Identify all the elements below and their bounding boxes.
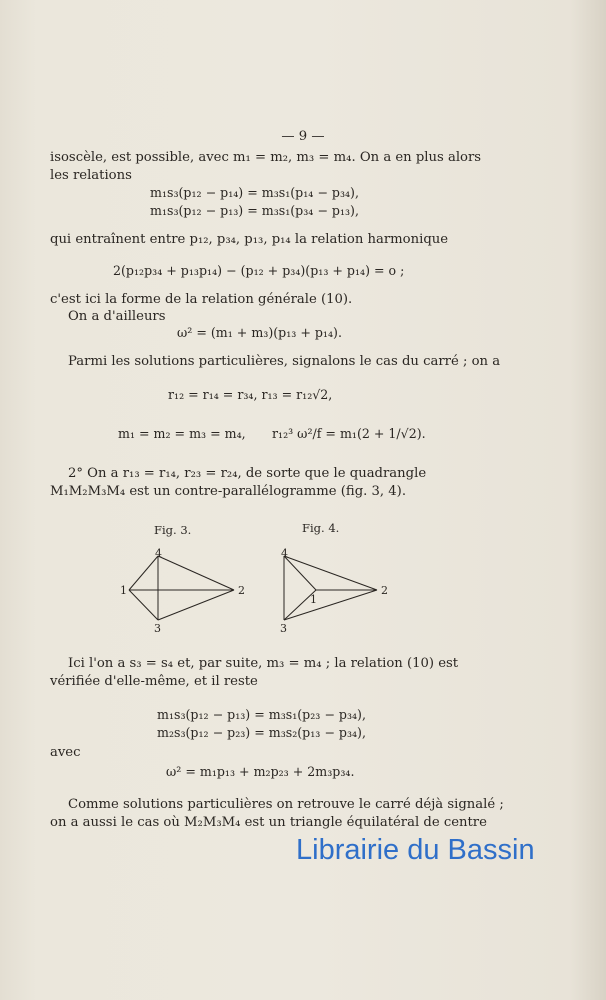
figure-3 [129, 556, 234, 620]
fig3-edge-3-2 [158, 590, 234, 620]
fig3-edge-1-4 [129, 556, 158, 590]
fig3-label-2: 2 [238, 584, 245, 597]
paragraph-line: 2° On a r₁₃ = r₁₄, r₂₃ = r₂₄, de sorte que le quadrangle [68, 466, 427, 481]
equation: ω² = m₁p₁₃ + m₂p₂₃ + 2m₃p₃₄. [166, 764, 355, 779]
paragraph-line: isoscèle, est possible, avec m₁ = m₂, m₃ = m₄. On a en plus alors [50, 150, 482, 165]
figure-4-caption: Fig. 4. [302, 521, 340, 535]
fig3-label-3: 3 [154, 622, 161, 635]
paragraph-line: Comme solutions particulières on retrouve le carré déjà signalé ; [68, 797, 504, 812]
fig3-label-4: 4 [155, 547, 162, 560]
equation: ω² = (m₁ + m₃)(p₁₃ + p₁₄). [177, 325, 342, 340]
equation: r₁₂³ ω²/f = m₁(2 + 1/√2). [272, 426, 426, 441]
equation: 2(p₁₂p₃₄ + p₁₃p₁₄) − (p₁₂ + p₃₄)(p₁₃ + p₁₄) = o ; [113, 263, 405, 278]
paragraph-line: Parmi les solutions particulières, signalons le cas du carré ; on a [68, 354, 501, 369]
fig3-label-1: 1 [120, 584, 127, 597]
paragraph-line: les relations [50, 168, 132, 183]
equation: r₁₂ = r₁₄ = r₃₄, r₁₃ = r₁₂√2, [168, 387, 333, 402]
equation: m₁s₃(p₁₂ − p₁₄) = m₃s₁(p₁₄ − p₃₄), [150, 185, 359, 200]
fig4-label-1: 1 [310, 593, 317, 606]
paragraph-line: on a aussi le cas où M₂M₃M₄ est un triangle équilatéral de centre [50, 815, 487, 830]
figure-3-caption: Fig. 3. [154, 523, 192, 537]
paragraph-line: qui entraînent entre p₁₂, p₃₄, p₁₃, p₁₄ la relation harmonique [50, 232, 449, 247]
paragraph-line: On a d'ailleurs [68, 309, 166, 324]
figure-4 [284, 556, 377, 620]
equation: m₁s₃(p₁₂ − p₁₃) = m₃s₁(p₃₄ − p₁₃), [150, 203, 359, 218]
fig4-label-3: 3 [280, 622, 287, 635]
paragraph-line: c'est ici la forme de la relation générale (10). [50, 292, 353, 307]
page-number: — 9 — [281, 129, 325, 144]
paragraph-line: avec [50, 745, 81, 760]
fig4-label-2: 2 [381, 584, 388, 597]
fig4-edge-4-2 [284, 556, 377, 590]
paragraph-line: vérifiée d'elle-même, et il reste [50, 674, 258, 689]
fig4-edge-4-1 [284, 556, 316, 590]
paragraph-line: M₁M₂M₃M₄ est un contre-parallélogramme (fig. 3, 4). [50, 484, 407, 499]
fig4-label-4: 4 [281, 547, 288, 560]
equation: m₂s₃(p₁₂ − p₂₃) = m₃s₂(p₁₃ − p₃₄), [157, 725, 366, 740]
watermark-text: Librairie du Bassin [296, 834, 535, 866]
paragraph-line: Ici l'on a s₃ = s₄ et, par suite, m₃ = m₄ ; la relation (10) est [68, 656, 459, 671]
fig3-edge-1-3 [129, 590, 158, 620]
equation: m₁ = m₂ = m₃ = m₄, [118, 426, 246, 441]
equation: m₁s₃(p₁₂ − p₁₃) = m₃s₁(p₂₃ − p₃₄), [157, 707, 366, 722]
fig4-edge-3-2 [284, 590, 377, 620]
fig3-edge-4-2 [158, 556, 234, 590]
